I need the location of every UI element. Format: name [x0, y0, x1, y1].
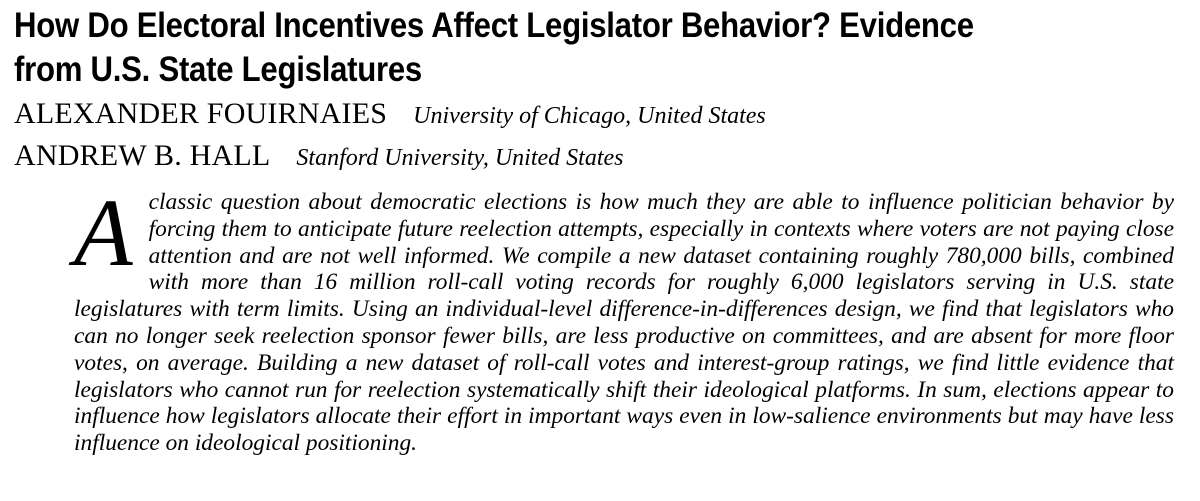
- author-row-1: [14, 97, 766, 131]
- abstract: [74, 179, 1174, 457]
- author-row-2: [14, 139, 624, 173]
- paper-title: [14, 4, 1064, 92]
- abstract-text: classic question about democratic elections is how much they are able to influence politician behavior by forcing them to anticipate future reelection attempts, especially in contexts where voters are not paying close attention and are not well informed. We compile a new dataset containing roughly 780,000 bills, combined with more than 16 million roll-call voting records for roughly 6,000 legislators serving in U.S. state legislatures with term limits. Using an individual-level difference-in-differences design, we find that legislators who can no longer seek reelection sponsor fewer bills, are less productive on committees, and are absent for more floor votes, on average. Building a new dataset of roll-call votes and interest-group ratings, we find little evidence that legislators who cannot run for reelection systematically shift their ideological platforms. In sum, elections appear to influence how legislators allocate their effort in important ways even in low-salience environments but may have less influence on ideological positioning.: [74, 189, 1174, 457]
- author-affiliation: University of Chicago, United States: [413, 103, 766, 129]
- author-name: ALEXANDER FOUIRNAIES: [14, 97, 388, 130]
- abstract-drop-cap: A: [74, 179, 133, 286]
- paper-title-line-1: How Do Electoral Incentives Affect Legislator Behavior? Evidence: [14, 6, 974, 45]
- paper-title-line-2: from U.S. State Legislatures: [14, 50, 422, 89]
- author-name: ANDREW B. HALL: [14, 139, 271, 172]
- author-affiliation: Stanford University, United States: [296, 145, 624, 171]
